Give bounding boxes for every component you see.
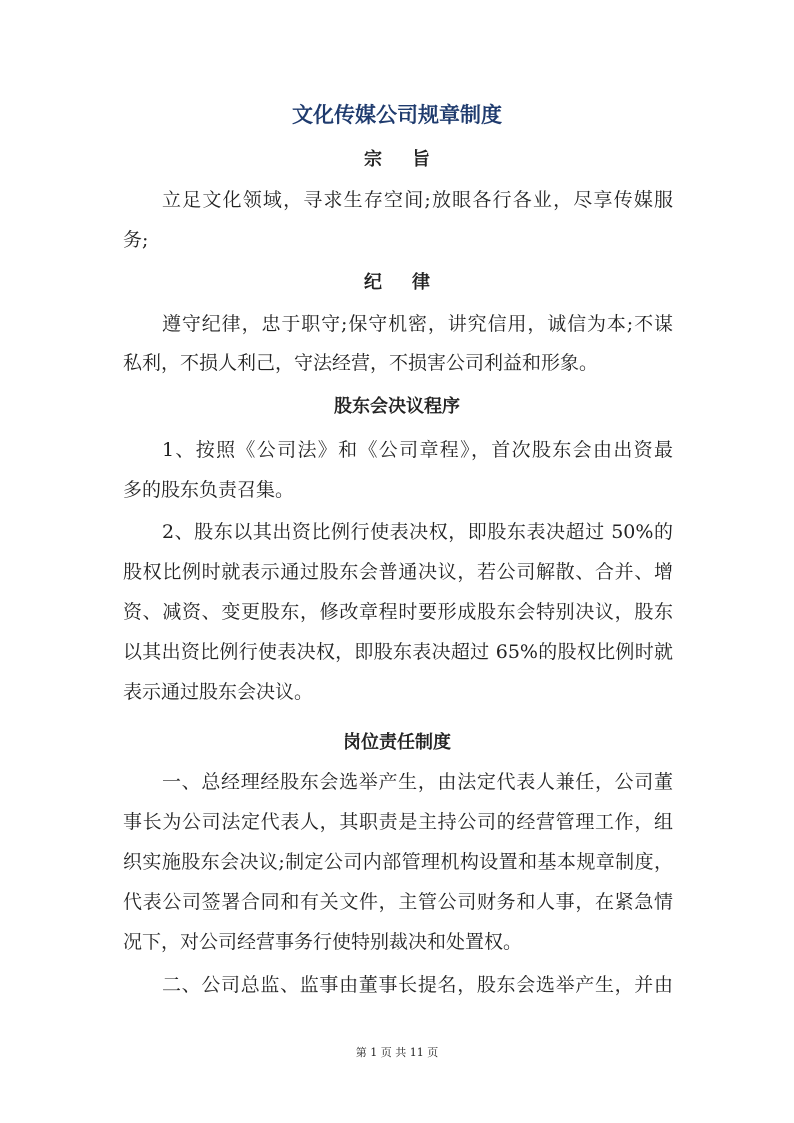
paragraph-line: 表示通过股东会决议。: [123, 681, 314, 703]
section-heading: 股东会决议程序: [334, 396, 460, 417]
section-heading: 宗旨: [364, 149, 460, 170]
paragraph-line: 代表公司签署合同和有关文件，主管公司财务和人事，在紧急情: [123, 891, 673, 913]
paragraph-line: 织实施股东会决议;制定公司内部管理机构设置和基本规章制度，: [123, 851, 673, 873]
paragraph-line: 一、总经理经股东会选举产生，由法定代表人兼任，公司董: [162, 771, 673, 793]
paragraph-line: 以其出资比例行使表决权，即股东表决超过 65%的股权比例时就: [123, 641, 673, 663]
paragraph-line: 立足文化领域，寻求生存空间;放眼各行各业，尽享传媒服: [162, 189, 673, 211]
paragraph-line: 事长为公司法定代表人，其职责是主持公司的经营管理工作，组: [123, 811, 673, 833]
paragraph-line: 务;: [123, 229, 149, 251]
section-heading: 纪律: [364, 272, 460, 293]
paragraph-line: 2、股东以其出资比例行使表决权，即股东表决超过 50%的: [162, 521, 673, 543]
paragraph-line: 1、按照《公司法》和《公司章程》，首次股东会由出资最: [162, 439, 673, 461]
paragraph-line: 资、减资、变更股东，修改章程时要形成股东会特别决议，股东: [123, 601, 673, 623]
paragraph-line: 况下，对公司经营事务行使特别裁决和处置权。: [123, 931, 523, 953]
paragraph-line: 遵守纪律，忠于职守;保守机密，讲究信用，诚信为本;不谋: [162, 313, 673, 335]
document-title: 文化传媒公司规章制度: [292, 103, 502, 127]
page-footer: 第 1 页 共 11 页: [355, 1046, 439, 1059]
paragraph-line: 多的股东负责召集。: [123, 479, 295, 501]
paragraph-line: 二、公司总监、监事由董事长提名，股东会选举产生，并由: [162, 974, 673, 996]
paragraph-line: 私利，不损人利己，守法经营，不损害公司利益和形象。: [123, 352, 599, 374]
section-heading: 岗位责任制度: [343, 732, 451, 753]
paragraph-line: 股权比例时就表示通过股东会普通决议，若公司解散、合并、增: [123, 561, 673, 583]
